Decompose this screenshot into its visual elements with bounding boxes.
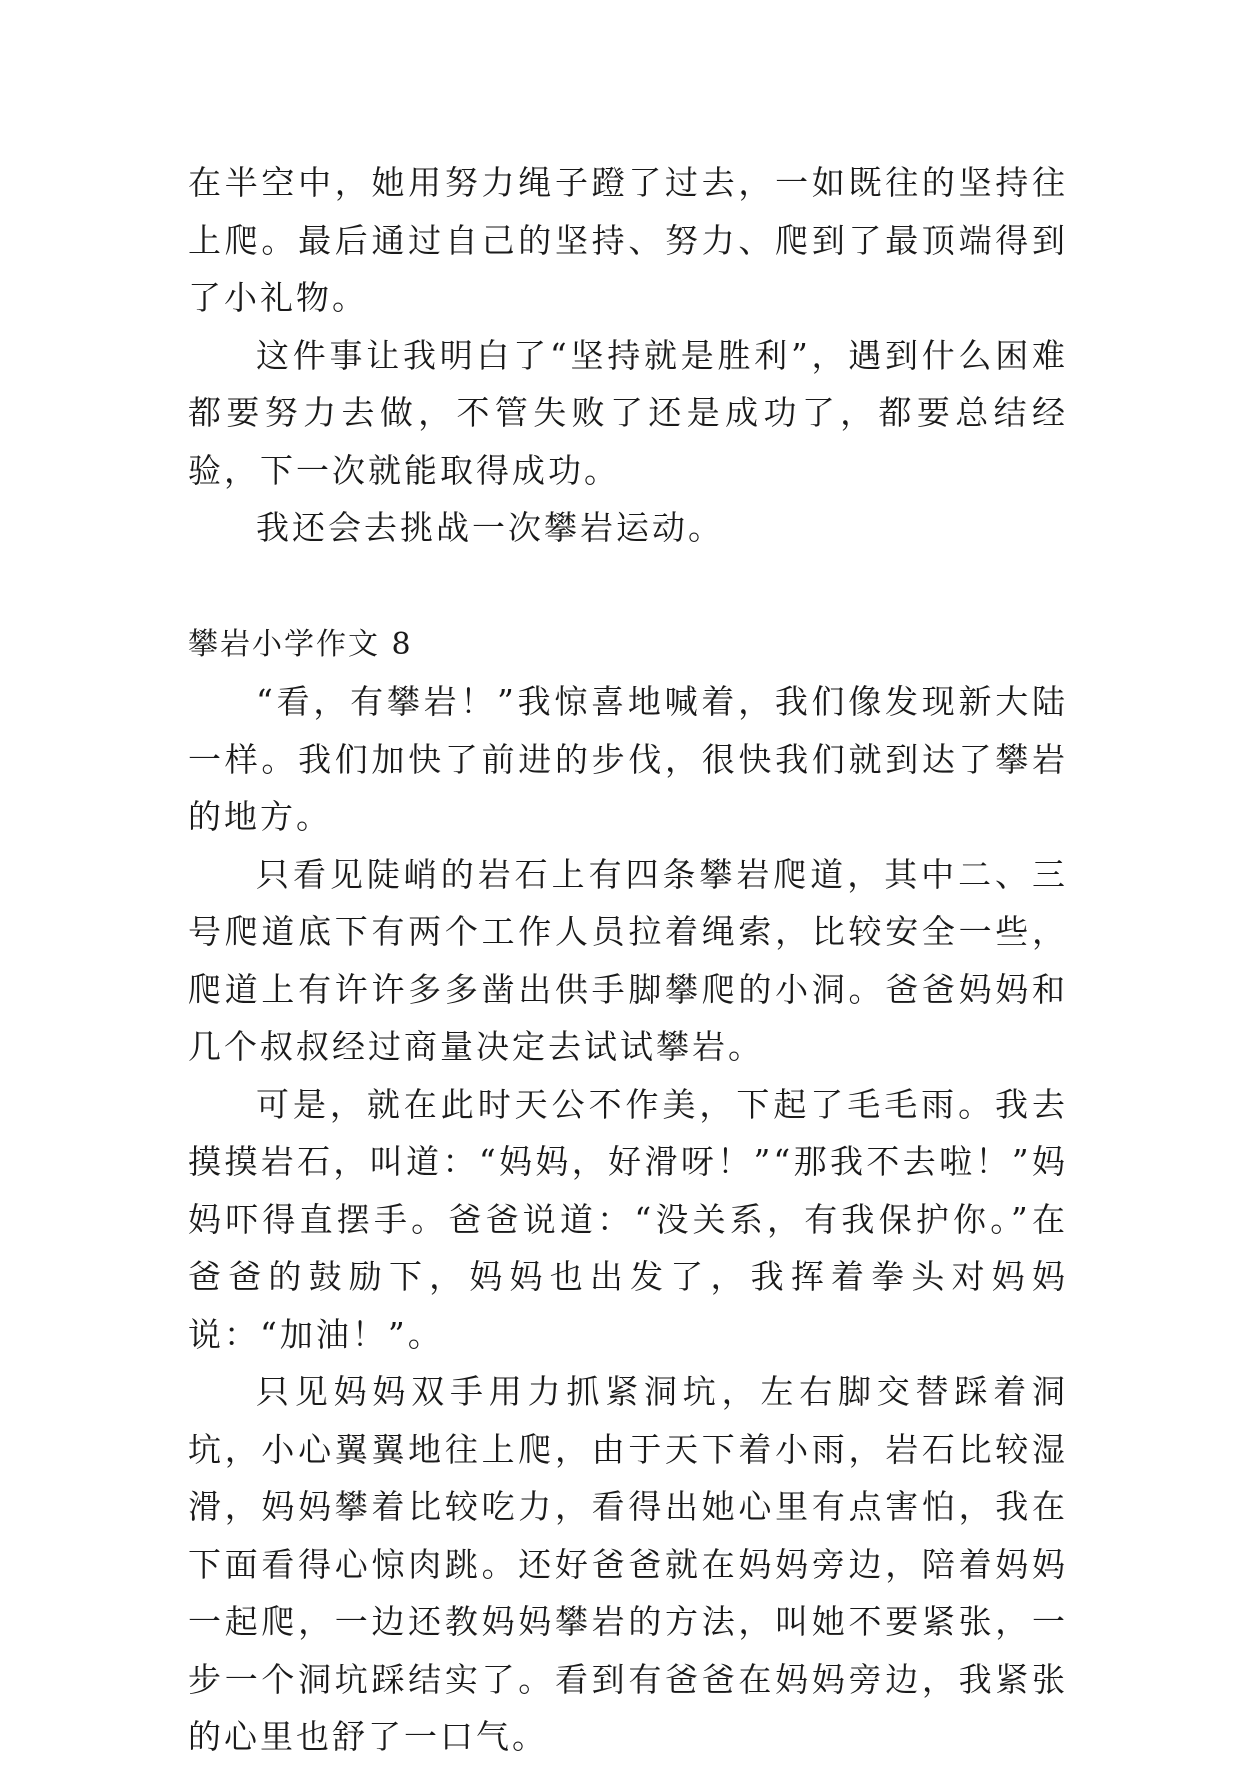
paragraph-continued: 在半空中，她用努力绳子蹬了过去，一如既往的坚持往上爬。最后通过自己的坚持、努力、爬到了最顶端得到了小礼物。 [188,163,1068,317]
paragraph-rain: 可是，就在此时天公不作美，下起了毛毛雨。我去摸摸岩石，叫道：“妈妈，好滑呀！”“那我不去啦！”妈妈吓得直摆手。爸爸说道：“没关系，有我保护你。”在爸爸的鼓励下，妈妈也出发了，我挥着拳头对妈妈说：“加油！”。 [188,1084,1068,1354]
paragraph-lesson: 这件事让我明白了“坚持就是胜利”，遇到什么困难都要努力去做，不管失败了还是成功了，都要总结经验，下一次就能取得成功。 [188,335,1068,490]
paragraph-climbing-routes: 只看见陡峭的岩石上有四条攀岩爬道，其中二、三号爬道底下有两个工作人员拉着绳索，比较安全一些，爬道上有许许多多凿出供手脚攀爬的小洞。爸爸妈妈和几个叔叔经过商量决定去试试攀岩。 [188,854,1068,1066]
paragraph-closing: 我还会去挑战一次攀岩运动。 [256,508,724,547]
essay-body [188,154,1068,1766]
paragraph-mother-climbing: 只见妈妈双手用力抓紧洞坑，左右脚交替踩着洞坑，小心翼翼地往上爬，由于天下着小雨，岩石比较湿滑，妈妈攀着比较吃力，看得出她心里有点害怕，我在下面看得心惊肉跳。还好爸爸就在妈妈旁边，陪着妈妈一起爬，一边还教妈妈攀岩的方法，叫她不要紧张，一步一个洞坑踩结实了。看到有爸爸在妈妈旁边，我紧张的心里也舒了一口气。 [188,1372,1068,1756]
paragraph-discovery: “看，有攀岩！”我惊喜地喊着，我们像发现新大陆一样。我们加快了前进的步伐，很快我们就到达了攀岩的地方。 [188,682,1068,836]
section-title: 攀岩小学作文 8 [188,626,413,662]
section-spacer [188,557,1068,616]
